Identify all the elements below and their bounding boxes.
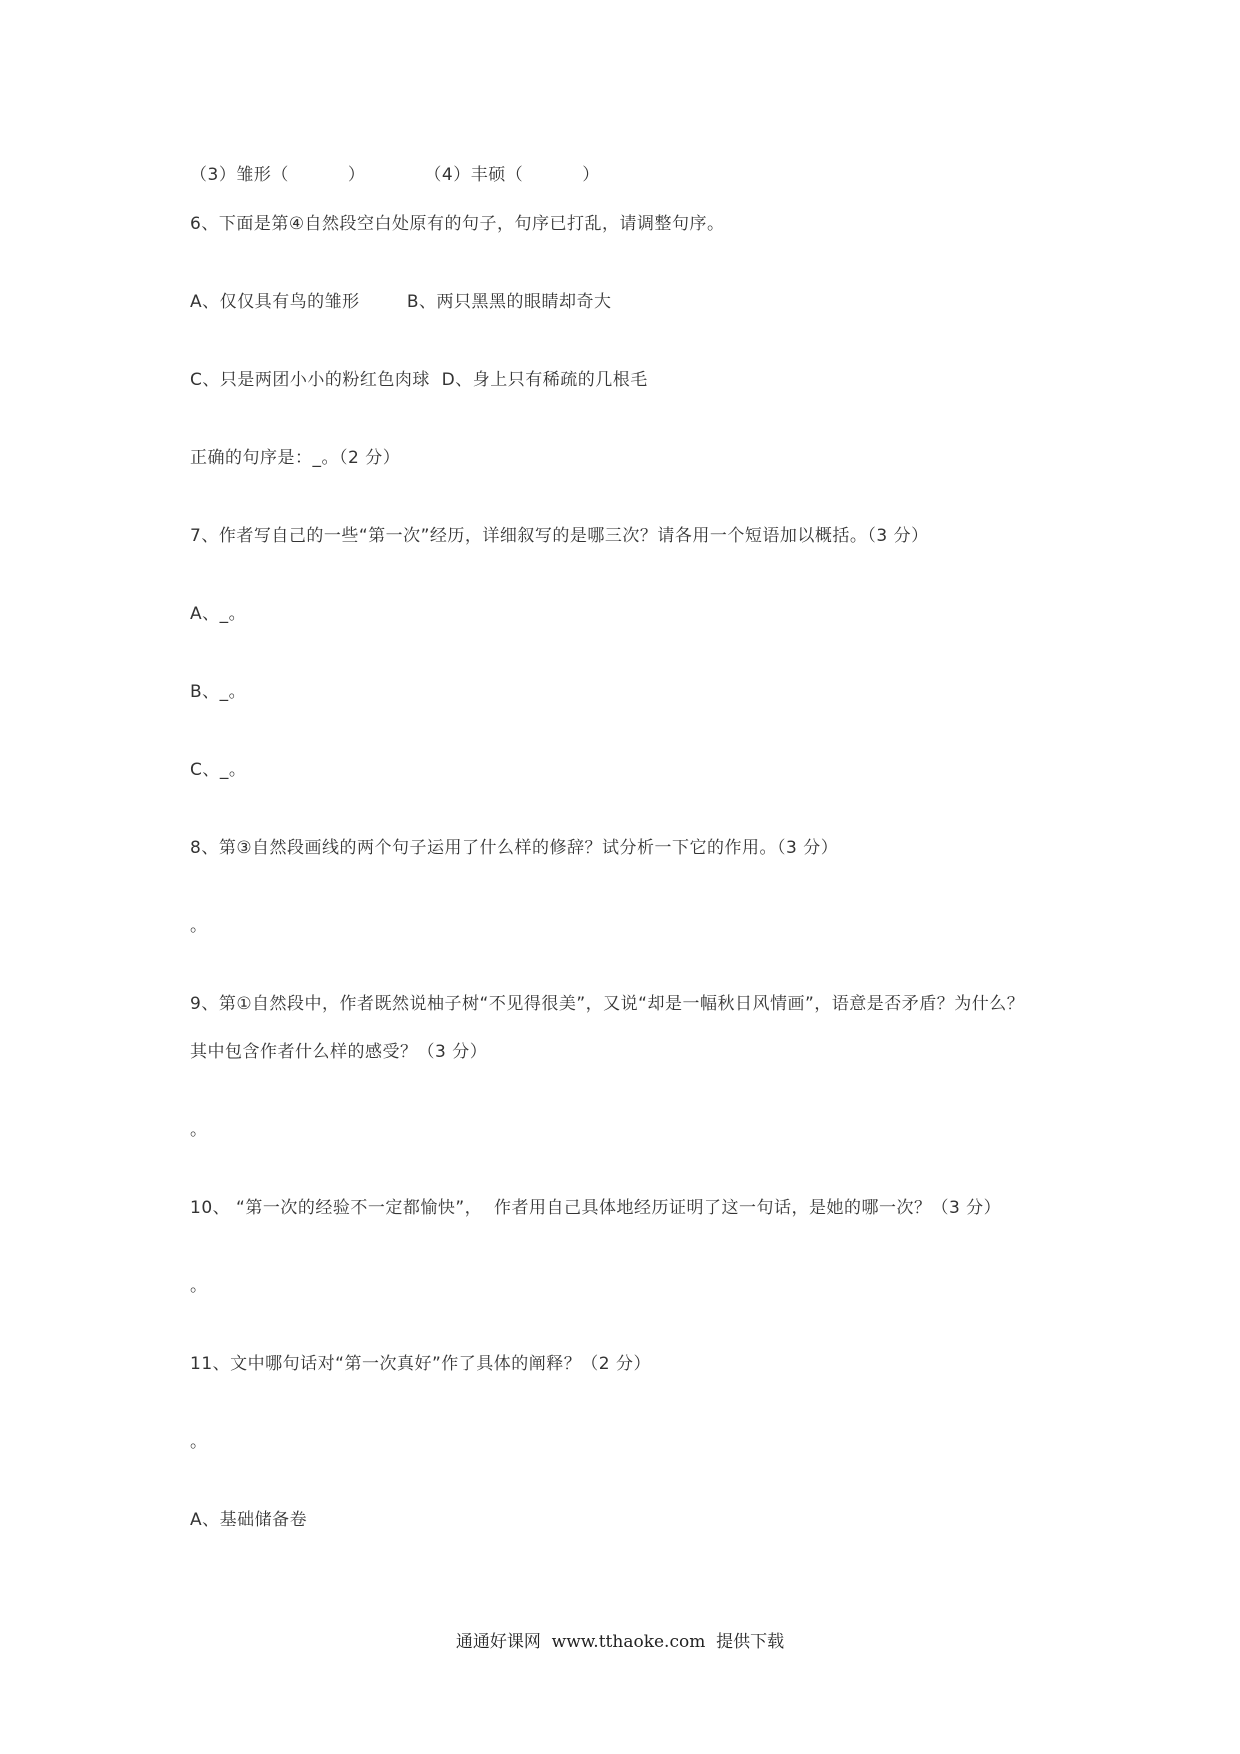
question-7-answer-c: C、_。 (190, 760, 247, 780)
question-6: 6、下面是第④自然段空白处原有的句子，句序已打乱，请调整句序。 (190, 214, 725, 234)
page-footer: 通通好课网 www.tthaoke.com 提供下载 (455, 1632, 785, 1652)
question-10: 10、 “第一次的经验不一定都愉快”， 作者用自己具体地经历证明了这一句话，是她的哪一次？（3 分） (190, 1198, 1002, 1218)
question-8-answer: 。 (190, 916, 208, 936)
vocab-items-3-4: （3）雏形（ ） （4）丰硕（ ） (190, 165, 600, 185)
question-11-answer: 。 (190, 1432, 208, 1452)
question-6-options-ab: A、仅仅具有鸟的雏形 B、两只黑黑的眼睛却奇大 (190, 292, 612, 312)
question-10-answer: 。 (190, 1276, 208, 1296)
question-11: 11、文中哪句话对“第一次真好”作了具体的阐释？（2 分） (190, 1354, 651, 1374)
question-9-line2: 其中包含作者什么样的感受？（3 分） (190, 1042, 488, 1062)
question-6-answer: 正确的句序是：_。（2 分） (190, 448, 401, 468)
question-7-answer-b: B、_。 (190, 682, 247, 702)
question-7: 7、作者写自己的一些“第一次”经历，详细叙写的是哪三次？请各用一个短语加以概括。（3 分） (190, 526, 929, 546)
question-9-answer: 。 (190, 1120, 208, 1140)
question-7-answer-a: A、_。 (190, 604, 247, 624)
question-9-line1: 9、第①自然段中，作者既然说柚子树“不见得很美”，又说“却是一幅秋日风情画”，语意是否矛盾？为什么？ (190, 994, 1025, 1014)
question-6-options-cd: C、只是两团小小的粉红色肉球 D、身上只有稀疏的几根毛 (190, 370, 648, 390)
question-8: 8、第③自然段画线的两个句子运用了什么样的修辞？试分析一下它的作用。（3 分） (190, 838, 839, 858)
section-heading: A、基础储备卷 (190, 1510, 308, 1530)
